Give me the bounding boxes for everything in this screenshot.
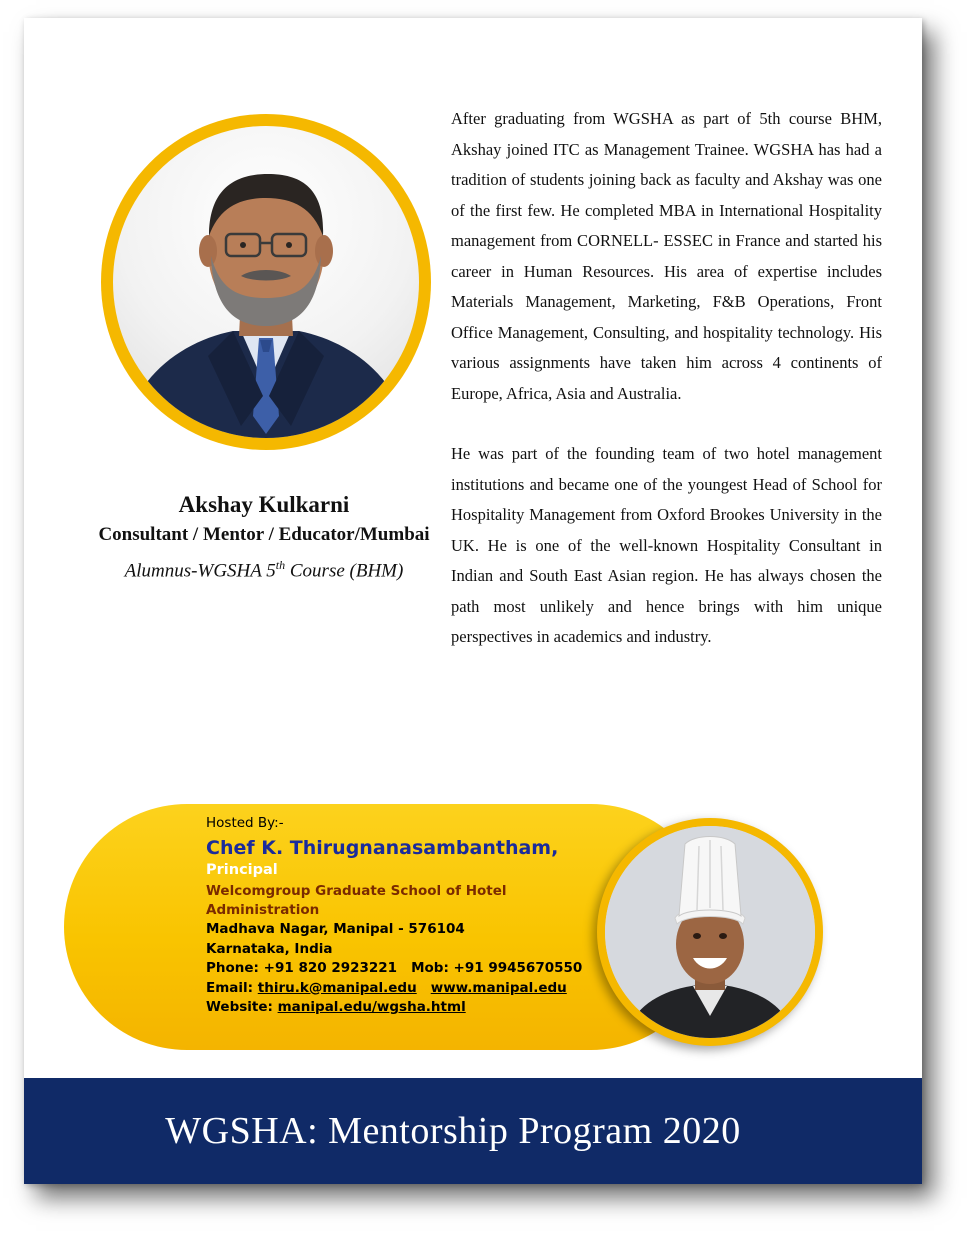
hosted-by-label: Hosted By:- xyxy=(206,815,284,831)
host-name: Chef K. Thirugnanasambantham, xyxy=(206,837,559,859)
host-address-line2: Karnataka, India xyxy=(206,940,333,957)
email-label: Email: xyxy=(206,979,258,996)
host-website-link[interactable]: manipal.edu/wgsha.html xyxy=(277,999,466,1015)
mentor-name: Akshay Kulkarni xyxy=(178,492,350,517)
host-email-line xyxy=(206,979,606,999)
alumnus-prefix: Alumnus-WGSHA 5 xyxy=(124,560,276,582)
host-phone: Phone: +91 820 2923221 xyxy=(206,960,398,976)
website-label: Website: xyxy=(206,999,278,1015)
host-address-line1: Madhava Nagar, Manipal - 576104 xyxy=(206,921,465,937)
mentor-profile-page xyxy=(24,18,922,1184)
program-title: WGSHA: Mentorship Program 2020 xyxy=(165,1110,741,1152)
mentor-biography xyxy=(451,104,882,683)
program-footer xyxy=(24,1078,922,1184)
mentor-caption xyxy=(54,490,474,586)
host-details xyxy=(206,814,606,1018)
host-website-line xyxy=(206,998,606,1018)
bio-paragraph: After graduating from WGSHA as part of 5th course BHM, Akshay joined ITC as Management Trainee. WGSHA has had a tradition of students joining back as faculty and Akshay was one of the first few. He completed MBA in International Hospitality management from CORNELL- ESSEC in France and started his career in Human Resources. His area of expertise includes Materials Management, Marketing, F&B Operations, Front Office Management, Consulting, and hospitality technology. His various assignments have taken him across 4 continents of Europe, Africa, Asia and Australia. xyxy=(451,109,882,403)
host-phone-line xyxy=(206,959,606,979)
host-mobile: Mob: +91 9945670550 xyxy=(411,960,583,976)
alumnus-suffix: Course (BHM) xyxy=(285,560,404,582)
host-title: Principal xyxy=(206,862,278,878)
host-portrait-image xyxy=(605,826,815,1038)
bio-paragraph: He was part of the founding team of two hotel management institutions and became one of the youngest Head of School for Hospitality Management from Oxford Brookes University in the UK. He is one of the well-known Hospitality Consultant in Indian and South East Asian region. He has always chosen the path most unlikely and hence brings with him unique perspectives in academics and industry. xyxy=(451,444,882,646)
alumnus-superscript: th xyxy=(275,558,286,572)
host-web-link[interactable]: www.manipal.edu xyxy=(430,979,567,996)
mentor-alumnus xyxy=(54,550,474,586)
host-institution: Welcomgroup Graduate School of Hotel Administration xyxy=(206,883,507,918)
host-portrait xyxy=(605,826,815,1038)
mentor-portrait xyxy=(113,126,419,438)
host-portrait-frame xyxy=(597,818,823,1046)
host-email-link[interactable]: thiru.k@manipal.edu xyxy=(257,979,417,996)
mentor-role: Consultant / Mentor / Educator/Mumbai xyxy=(98,524,430,545)
mentor-portrait-frame xyxy=(101,114,431,450)
mentor-portrait-image xyxy=(113,126,419,438)
